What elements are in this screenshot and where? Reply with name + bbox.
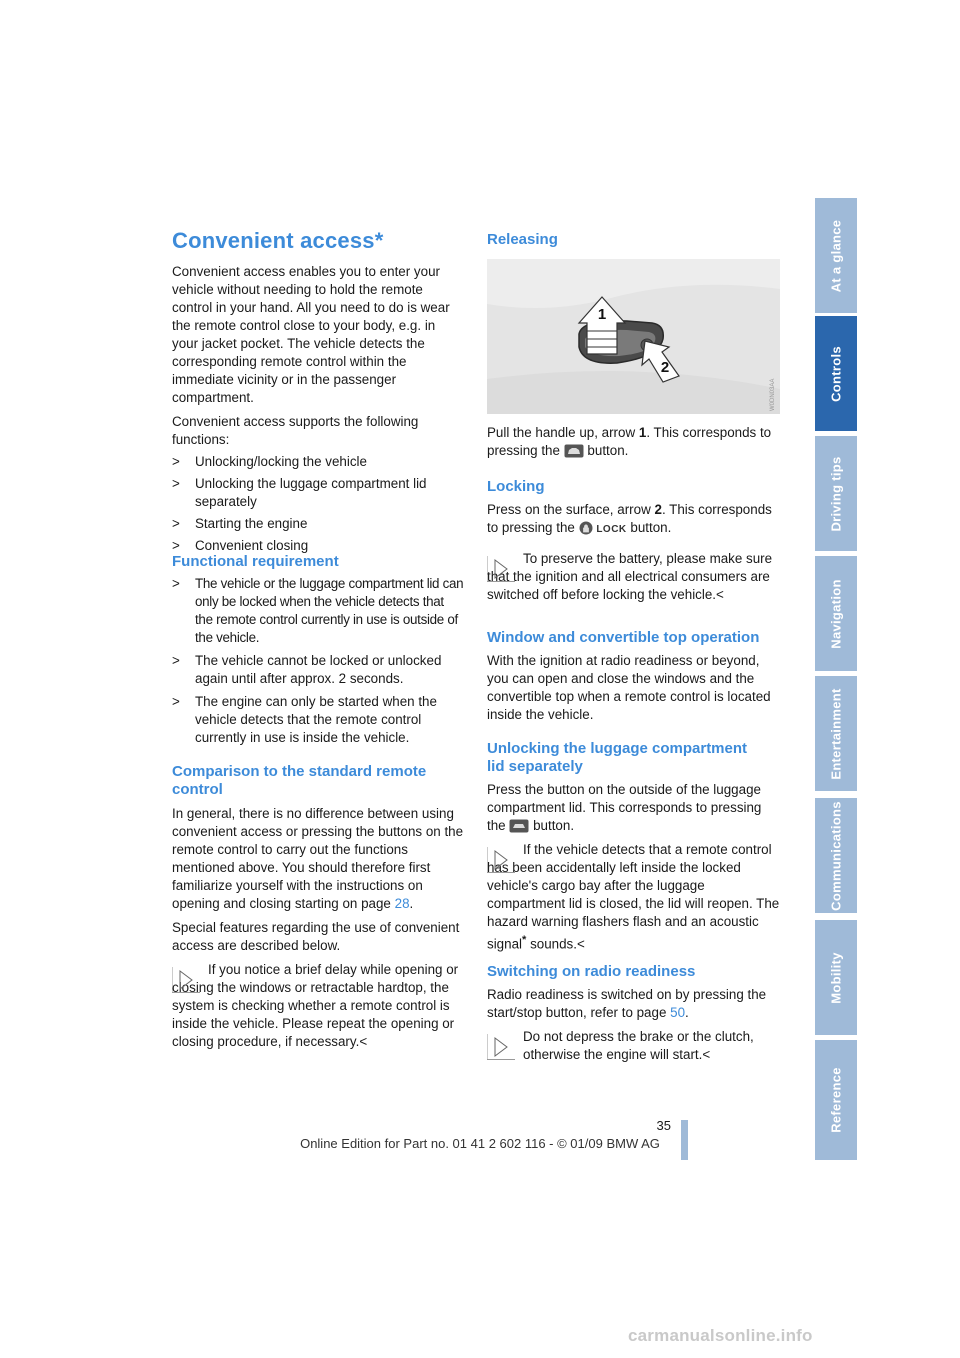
- watermark: carmanualsonline.info: [628, 1326, 813, 1345]
- lock-button-icon: [579, 521, 593, 544]
- arrow-1-label: 1: [597, 306, 607, 323]
- list-item: > Unlocking the luggage compartment lid separately: [172, 476, 427, 509]
- list-item: > Starting the engine: [172, 516, 308, 531]
- locking-section: [487, 478, 780, 604]
- note-triangle-icon: [172, 965, 200, 993]
- luggage-section: [487, 740, 780, 953]
- supports-intro: Convenient access supports the following functions:: [172, 414, 419, 447]
- section-title: Window and convertible top operation: [487, 629, 760, 646]
- list-item: > The vehicle cannot be locked or unlocked again until after approx. 2 seconds.: [172, 653, 442, 686]
- page-number: 35: [656, 1118, 671, 1133]
- page-title: Convenient access*: [172, 228, 384, 253]
- lock-label: LOCK: [596, 524, 627, 535]
- comparison-text: In general, there is no difference between using convenient access or pressing the buttons on the remote control to carry out the functions mentioned above. You should therefore first familiarize yourself with the instructions on opening and closing starting on page 28.: [172, 806, 464, 911]
- releasing-text-block: [487, 424, 780, 460]
- page-link[interactable]: 50: [670, 1005, 686, 1020]
- list-item: > Unlocking/locking the vehicle: [172, 454, 367, 469]
- functional-requirement-section: [172, 553, 464, 747]
- tab-controls[interactable]: Controls: [815, 316, 857, 434]
- list-item: > The vehicle or the luggage compartment lid can only be locked when the vehicle detects that the remote control currently in use is outside of the vehicle.: [172, 576, 464, 645]
- note-triangle-icon: [487, 554, 515, 582]
- releasing-text: Pull the handle up, arrow 1. This corresponds to pressing the button.: [487, 425, 772, 458]
- comparison-section: [172, 763, 464, 1051]
- list-item: > Convenient closing: [172, 538, 309, 553]
- comparison-text-2: Special features regarding the use of convenient access are described below.: [172, 920, 460, 953]
- section-title: Releasing: [487, 231, 558, 248]
- note: If the vehicle detects that a remote control has been accidentally left inside the locked vehicle's cargo bay after the luggage compartment lid is closed, the lid will reopen. The hazard warning flashers flash and an acoustic signal* sounds.<: [487, 842, 780, 952]
- functions-list: [172, 453, 464, 555]
- luggage-text: Press the button on the outside of the luggage compartment lid. This corresponds to pressing the button.: [487, 782, 762, 833]
- window-section: [487, 629, 780, 724]
- list-item: > The engine can only be started when the vehicle detects that the remote control currently in use is inside the vehicle.: [172, 694, 437, 745]
- door-handle-illustration: [487, 259, 780, 414]
- trunk-button-icon: [509, 819, 529, 833]
- section-title: Switching on radio readiness: [487, 963, 696, 980]
- note: Do not depress the brake or the clutch, otherwise the engine will start.<: [487, 1028, 780, 1064]
- note-triangle-icon: [487, 845, 515, 873]
- tab-driving-tips[interactable]: Driving tips: [815, 436, 857, 554]
- chapter-tabs: [815, 198, 857, 1160]
- section-title: Comparison to the standard remote control: [172, 763, 427, 798]
- section-title: Locking: [487, 478, 545, 495]
- section-title: Unlocking the luggage compartment lid separately: [487, 740, 748, 775]
- note-triangle-icon: [487, 1032, 515, 1060]
- locking-text: Press on the surface, arrow 2. This corresponds to pressing the LOCK button.: [487, 501, 780, 544]
- tab-entertainment[interactable]: Entertainment: [815, 676, 857, 794]
- tab-mobility[interactable]: Mobility: [815, 920, 857, 1038]
- image-code: W0DN03AA: [770, 378, 776, 411]
- car-unlock-button-icon: [564, 444, 584, 458]
- note: To preserve the battery, please make sure that the ignition and all electrical consumers are switched off before locking the vehicle.<: [487, 551, 773, 602]
- footer: Online Edition for Part no. 01 41 2 602 116 - © 01/09 BMW AG: [300, 1136, 660, 1151]
- page-link[interactable]: 28: [394, 896, 410, 911]
- intro-text: Convenient access enables you to enter your vehicle without needing to hold the remote control in your hand. All you need to do is wear the remote control close to your body, e.g. in your jacket pocket. The vehicle detects the corresponding remote control within the immediate vicinity or in the passenger compartment.: [172, 264, 450, 405]
- releasing-section: [487, 231, 780, 249]
- section-title: Functional requirement: [172, 553, 339, 570]
- tab-reference[interactable]: Reference: [815, 1040, 857, 1160]
- note: If you notice a brief delay while opening or closing the windows or retractable hardtop, the system is checking whether a remote control is inside the vehicle. Please repeat the opening or closing procedure, if necessary.<: [172, 962, 459, 1049]
- arrow-2-label: 2: [660, 359, 670, 376]
- intro-block: [172, 263, 464, 555]
- tab-navigation[interactable]: Navigation: [815, 556, 857, 674]
- window-text: With the ignition at radio readiness or beyond, you can open and close the windows and the convertible top when a remote control is located inside the vehicle.: [487, 653, 771, 722]
- radio-text: Radio readiness is switched on by pressing the start/stop button, refer to page 50.: [487, 987, 767, 1020]
- tab-at-a-glance[interactable]: At a glance: [815, 198, 857, 316]
- radio-section: [487, 963, 780, 1064]
- tab-communications[interactable]: Communications: [815, 798, 857, 916]
